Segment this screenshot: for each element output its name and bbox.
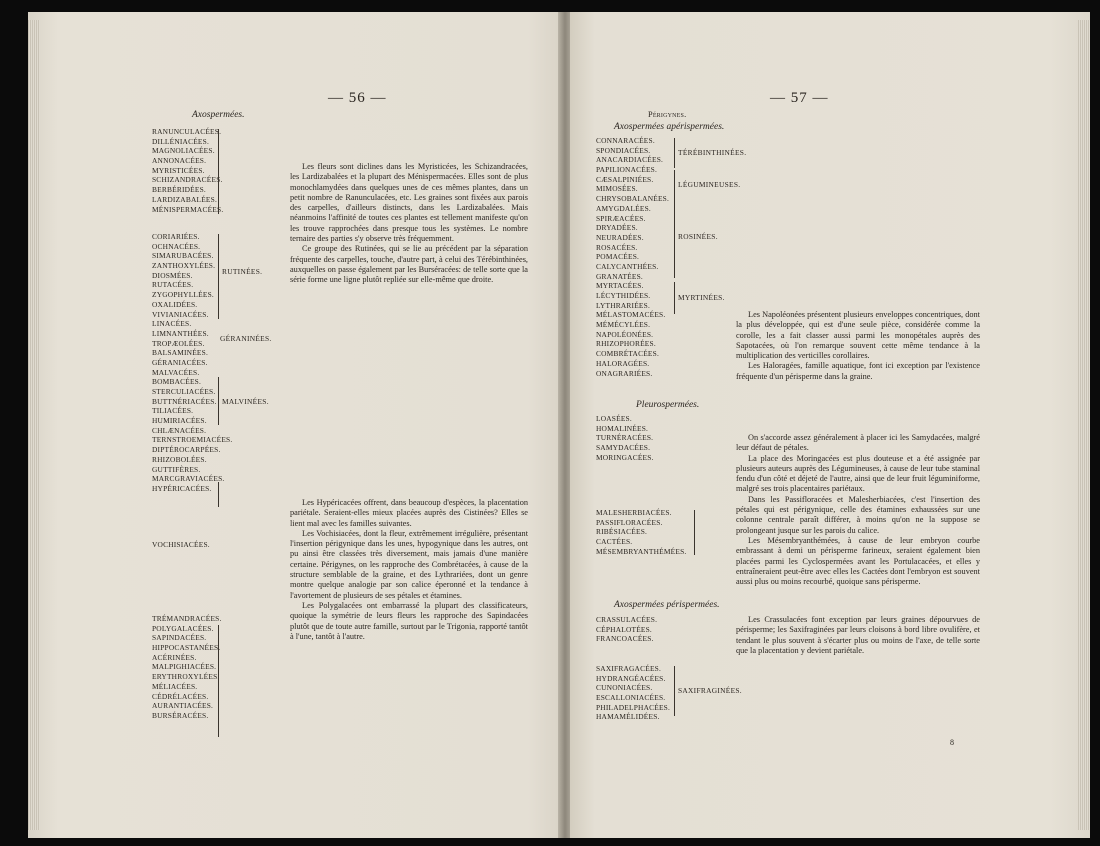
family-name: MÉLIACÉES. <box>152 681 198 691</box>
family-name: HALORAGÉES. <box>596 358 650 368</box>
paragraph: Les Mésembryanthémées, à cause de leur embryon courbe embrassant à demi un périsperme farineux, seraient également bien placées parmi les Cyclospermées avant les Portulacacées, et elles y entraîneraient peut-être avec elles les Cactées dont l'embryon est souvent aussi plus ou moins recourbé, quoique sans périsperme. <box>736 535 980 587</box>
family-name: AURANTIACÉES. <box>152 701 214 711</box>
family-name: CHLÆNACÉES. <box>152 425 207 435</box>
family-name: ANNONACÉES. <box>152 156 207 166</box>
group-label: MYRTINÉES. <box>678 293 725 302</box>
family-name: POLYGALACÉES. <box>152 623 214 633</box>
book-spread <box>18 12 1090 838</box>
family-name: ESCALLONIACÉES. <box>596 693 666 703</box>
paragraph: Dans les Passifloracées et Malesherbiacées, c'est l'insertion des pétales qui est périgynique, celle des étamines exhaussées sur une colonne centrale paraît différer, à moins qu'on ne la suppose se prolongeant jusque sur les parois du calice. <box>736 494 980 535</box>
page-number: — 57 — <box>770 90 829 106</box>
family-list <box>152 540 210 550</box>
family-name: SIMARUBACÉES. <box>152 251 214 261</box>
family-name: ACÉRINÉES. <box>152 652 197 662</box>
family-name: CÆSALPINIÉES. <box>596 174 654 184</box>
family-name: CORIARIÉES. <box>152 232 200 241</box>
family-name: MÉMÉCYLÉES. <box>596 320 651 330</box>
section-title: Périgynes. <box>648 110 687 119</box>
family-name: LOASÉES. <box>596 414 632 423</box>
family-name: FRANCOACÉES. <box>596 634 654 644</box>
group-label: MALVINÉES. <box>222 397 269 406</box>
family-name: AMYGDALÉES. <box>596 203 651 213</box>
family-name: HAMAMÉLIDÉES. <box>596 712 660 722</box>
section-heading: Axospermées apérispermées. <box>614 122 725 132</box>
family-name: STERCULIACÉES. <box>152 387 216 396</box>
bracket <box>674 282 675 314</box>
family-name: LYTHRARIÉES. <box>596 300 651 310</box>
family-list <box>596 508 686 556</box>
paragraph: On s'accorde assez généralement à placer ici les Samydacées, malgré leur défaut de pétales. <box>736 433 980 453</box>
family-name: CRASSULACÉES. <box>596 615 658 624</box>
family-name: NAPOLÉONÉES. <box>596 329 654 339</box>
right-page <box>570 12 1090 838</box>
bracket <box>674 138 675 168</box>
family-name: ANACARDIACÉES. <box>596 155 664 165</box>
family-name: CUNONIACÉES. <box>596 683 653 693</box>
family-name: TRÉMANDRACÉES. <box>152 614 222 623</box>
family-name: VIVIANIACÉES. <box>152 309 209 319</box>
family-name: MALPIGHIACÉES. <box>152 662 217 672</box>
family-name: HIPPOCASTANÉES. <box>152 643 221 653</box>
bracket <box>674 200 675 278</box>
commentary-text <box>290 162 528 286</box>
family-list <box>596 414 654 462</box>
family-name: MIMOSÉES. <box>596 184 638 194</box>
family-name: DIOSMÉES. <box>152 270 193 280</box>
family-name: MAGNOLIACÉES. <box>152 146 215 156</box>
family-name: OCHNACÉES. <box>152 241 201 251</box>
family-name: CÉDRÉLACÉES. <box>152 691 209 701</box>
family-name: PHILADELPHACÉES. <box>596 702 671 712</box>
family-name: CHRYSOBALANÉES. <box>596 194 670 204</box>
commentary-text <box>736 433 980 587</box>
family-name: BOMBACÉES. <box>152 377 202 387</box>
family-name: CALYCANTHÉES. <box>596 261 659 271</box>
family-list <box>596 615 657 644</box>
family-name: LIMNANTHÉES. <box>152 328 209 338</box>
family-name: MYRTACÉES. <box>596 281 644 291</box>
page-number: — 56 — <box>328 90 387 106</box>
commentary-text <box>290 498 528 642</box>
family-name: MYRISTICÉES. <box>152 165 205 175</box>
family-list <box>596 664 670 722</box>
paragraph: Les Napoléonées présentent plusieurs enveloppes concentriques, dont la plus développée, qui est d'une seule pièce, considérée comme la corolle, les a fait classer aussi parmi les monopétales auprès des Sapotacées, où l'on remarque souvent cette même tendance à la multiplication des verticilles corollaires. <box>736 310 980 361</box>
family-name: HYDRANGÉACÉES. <box>596 673 666 683</box>
family-name: SAXIFRAGACÉES. <box>596 664 662 673</box>
family-name: HUMIRIACÉES. <box>152 416 207 426</box>
paragraph: Les Vochisiacées, dont la fleur, extrêmement irrégulière, présentant l'insertion périgynique dans les unes, hypogynique dans les autres, ont pu ainsi être classées très diversement, mais jamais d'une manière certaine. Périgynes, on les rapproche des Combrétacées, à cause de la structure semblable de la graine, et des Lythrariées, dont un genre montre quelque analogie par son calice éperonné et la tendance à l'avortement de plusieurs de ses pétales et étamines. <box>290 528 528 600</box>
group-label: LÉGUMINEUSES. <box>678 180 741 189</box>
family-name: OXALIDÉES. <box>152 299 198 309</box>
family-name: GÉRANIACÉES. <box>152 357 208 367</box>
family-name: DILLÉNIACÉES. <box>152 136 209 146</box>
section-heading: Axospermées périspermées. <box>614 600 720 610</box>
family-name: SAMYDACÉES. <box>596 443 651 453</box>
family-name: POMACÉES. <box>596 252 640 262</box>
family-name: GRANATÉES. <box>596 271 643 281</box>
family-name: TURNÉRACÉES. <box>596 433 654 443</box>
family-name: CÉPHALOTÉES. <box>596 624 652 634</box>
family-name: DIPTÉROCARPÉES. <box>152 445 221 455</box>
family-name: MÉNISPERMACÉES. <box>152 204 224 214</box>
family-name: LINACÉES. <box>152 319 192 329</box>
family-name: RHIZOBOLÉES. <box>152 454 207 464</box>
family-name: BALSAMINÉES. <box>152 348 208 358</box>
group-label: SAXIFRAGINÉES. <box>678 686 742 695</box>
family-name: ROSACÉES. <box>596 242 638 252</box>
family-list <box>596 136 669 378</box>
family-name: NEURADÉES. <box>596 232 644 242</box>
family-name: GUTTIFÈRES. <box>152 464 201 474</box>
family-name: LÉCYTHIDÉES. <box>596 291 651 300</box>
family-name: RANUNCULACÉES. <box>152 127 222 136</box>
family-name: MÉLASTOMACÉES. <box>596 310 666 320</box>
bracket <box>218 625 219 737</box>
family-name: LARDIZABALÉES. <box>152 194 217 204</box>
family-name: BUTTNÉRIACÉES. <box>152 396 217 406</box>
group-label: TÉRÉBINTHINÉES. <box>678 148 747 157</box>
bracket <box>218 234 219 319</box>
bracket <box>218 129 219 214</box>
family-name: SAPINDACÉES. <box>152 633 207 643</box>
family-name: SPIRÆACÉES. <box>596 213 646 223</box>
bracket <box>694 510 695 555</box>
family-name: HYPÉRICACÉES. <box>152 483 212 493</box>
family-list <box>152 614 222 721</box>
family-name: BURSÉRACÉES. <box>152 710 209 720</box>
family-name: TERNSTROEMIACÉES. <box>152 435 233 445</box>
paragraph: Les Polygalacées ont embarrassé la plupart des classificateurs, quoique la symétrie de leurs fleurs les rapproche des Sapindacées plutôt que de toute autre famille, surtout par le Trigonia, rapporté tantôt à l'une, tantôt à l'autre. <box>290 600 528 641</box>
left-page <box>28 12 568 838</box>
family-name: RUTACÉES. <box>152 280 194 290</box>
group-label: ROSINÉES. <box>678 232 718 241</box>
section-heading: Pleurospermées. <box>636 400 700 410</box>
family-name: DRYADÉES. <box>596 223 638 233</box>
bracket <box>674 170 675 200</box>
family-name: COMBRÉTACÉES. <box>596 349 659 359</box>
family-name: PASSIFLORACÉES. <box>596 517 663 527</box>
page-edges <box>28 20 40 830</box>
bracket <box>218 377 219 425</box>
paragraph: Les Crassulacées font exception par leurs graines dépourvues de périsperme; les Saxifraginées par leurs cloisons à bord libre ovulifère, et tendant le plus souvent à s'écarter plus ou moins de l'axe, de telle sorte que la placentation y devient pariétale. <box>736 615 980 655</box>
bracket <box>218 482 219 507</box>
family-name: RIBÉSIACÉES. <box>596 527 648 537</box>
family-name: MÉSEMBRYANTHÉMÉES. <box>596 546 687 556</box>
paragraph: Les Haloragées, famille aquatique, font ici exception par l'existence fréquente d'un périsperme dans la graine. <box>736 361 980 381</box>
section-heading: Axospermées. <box>192 110 245 120</box>
commentary-text <box>736 615 980 656</box>
family-name: SPONDIACÉES. <box>596 145 651 155</box>
bracket <box>674 666 675 716</box>
family-name: HOMALINÉES. <box>596 423 649 433</box>
family-name: ZYGOPHYLLÉES. <box>152 290 214 300</box>
signature-mark: 8 <box>950 738 954 747</box>
family-list <box>152 232 232 494</box>
paragraph: Les fleurs sont diclines dans les Myristicées, les Schizandracées, les Lardizabalées et la plupart des Ménispermacées. Elles sont de plus monochlamydées dans quelques unes de ces mêmes plantes, dans un petit nombre de Ranunculacées, etc. Les graines sont fixées aux parois des carpelles, d'ailleurs distincts, dans les Lardizabalées. Mais néanmoins l'affinité de toutes ces plantes est tellement manifeste qu'on les trouve rapprochées dans presque tous les systèmes. Le nombre ternaire des parties s'y observe très fréquemment. <box>290 162 528 244</box>
paragraph: Ce groupe des Rutinées, qui se lie au précédent par la séparation fréquente des carpelles, touche, d'autre part, à celui des Térébinthinées, auxquelles on passe également par les Burséracées: de telle sorte que la série forme une ligne plutôt repliée sur elle-même que droite. <box>290 244 528 285</box>
family-name: TROPÆOLÉES. <box>152 338 205 348</box>
family-name: MALVACÉES. <box>152 367 200 377</box>
paragraph: La place des Moringacées est plus douteuse et a été assignée par plusieurs auteurs auprès des Légumineuses, à cause de leur tube staminal fendu d'un côté et déjeté de l'autre, ainsi que de leur fruit léguminiforme, malgré ses trois placentaires pariétaux. <box>736 453 980 494</box>
family-name: RHIZOPHORÉES. <box>596 339 656 349</box>
family-name: MARCGRAVIACÉES. <box>152 474 225 484</box>
family-name: ZANTHOXYLÉES. <box>152 261 216 271</box>
family-name: MORINGACÉES. <box>596 452 654 462</box>
family-name: CACTÉES. <box>596 537 633 547</box>
family-name: BERBÉRIDÉES. <box>152 185 206 195</box>
page-edges <box>1078 20 1090 830</box>
commentary-text <box>736 310 980 382</box>
family-list <box>152 127 223 214</box>
paragraph: Les Hypéricacées offrent, dans beaucoup d'espèces, la placentation pariétale. Seraient-elles mieux placées auprès des Cistinées? Elles se lient mal avec les familles suivantes. <box>290 498 528 528</box>
family-name: VOCHISIACÉES. <box>152 540 210 549</box>
family-name: CONNARACÉES. <box>596 136 655 145</box>
family-name: SCHIZANDRACÉES. <box>152 175 223 185</box>
family-name: PAPILIONACÉES. <box>596 165 658 175</box>
group-label: RUTINÉES. <box>222 267 263 276</box>
group-label: GÉRANINÉES. <box>220 334 272 343</box>
family-name: ERYTHROXYLÉES. <box>152 672 220 682</box>
family-name: TILIACÉES. <box>152 406 194 416</box>
family-name: ONAGRARIÉES. <box>596 368 653 378</box>
family-name: MALESHERBIACÉES. <box>596 508 672 517</box>
